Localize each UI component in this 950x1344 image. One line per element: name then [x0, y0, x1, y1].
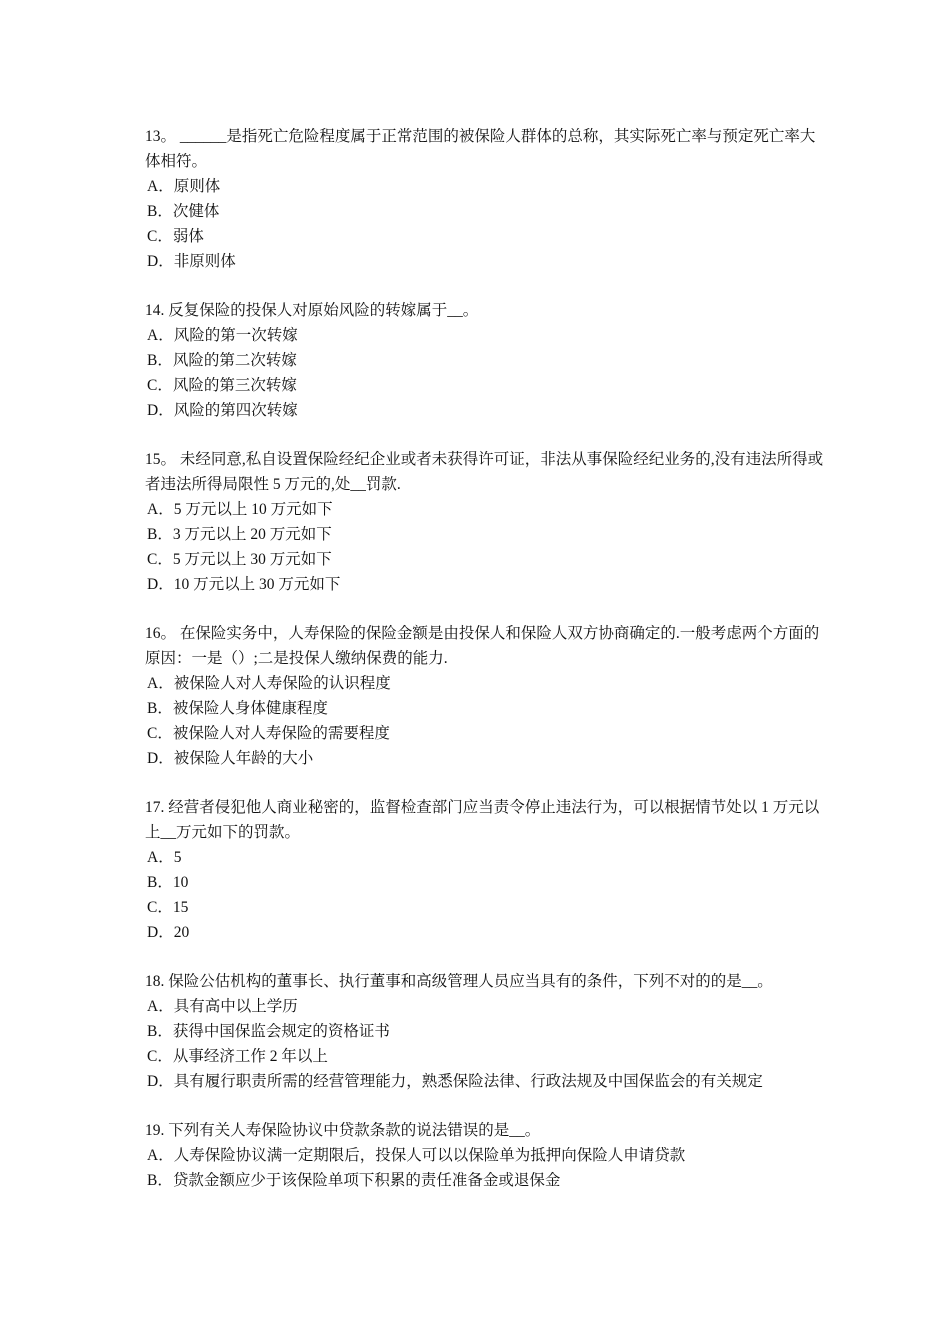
option-a: A．具有高中以上学历 [147, 998, 298, 1015]
question-stem: 19. 下列有关人寿保险协议中贷款条款的说法错误的是__。 [145, 1122, 541, 1139]
question-19 [145, 1118, 825, 1193]
option-a: A．被保险人对人寿保险的认识程度 [147, 675, 391, 692]
option-d: D．10 万元以上 30 万元如下 [147, 576, 341, 593]
option-a: A．5 [147, 849, 182, 866]
question-17 [145, 795, 825, 945]
option-c: C．5 万元以上 30 万元如下 [147, 551, 332, 568]
question-stem: 18. 保险公估机构的董事长、执行董事和高级管理人员应当具有的条件，下列不对的的是__。 [145, 973, 773, 990]
option-d: D．20 [147, 924, 190, 941]
option-b: B．10 [147, 874, 189, 891]
option-b: B．被保险人身体健康程度 [147, 700, 328, 717]
option-c: C．被保险人对人寿保险的需要程度 [147, 725, 390, 742]
option-d: D．风险的第四次转嫁 [147, 402, 298, 419]
option-a: A．原则体 [147, 178, 221, 195]
option-b: B．获得中国保监会规定的资格证书 [147, 1023, 390, 1040]
question-stem: 13。 ______是指死亡危险程度属于正常范围的被保险人群体的总称，其实际死亡率与预定死亡率大体相符。 [145, 128, 816, 170]
option-d: D．被保险人年龄的大小 [147, 750, 314, 767]
question-16 [145, 621, 825, 771]
option-b: B．3 万元以上 20 万元如下 [147, 526, 332, 543]
option-a: A．5 万元以上 10 万元如下 [147, 501, 333, 518]
option-d: D．非原则体 [147, 253, 236, 270]
question-14 [145, 298, 825, 423]
question-15 [145, 447, 825, 597]
document-page [145, 124, 825, 1217]
question-18 [145, 969, 825, 1094]
option-c: C．风险的第三次转嫁 [147, 377, 297, 394]
question-stem: 15。 未经同意,私自设置保险经纪企业或者未获得许可证，非法从事保险经纪业务的,没有违法所得或者违法所得局限性 5 万元的,处__罚款. [145, 451, 824, 493]
question-stem: 14. 反复保险的投保人对原始风险的转嫁属于__。 [145, 302, 479, 319]
option-b: B．次健体 [147, 203, 220, 220]
option-c: C．15 [147, 899, 189, 916]
option-b: B．贷款金额应少于该保险单项下积累的责任准备金或退保金 [147, 1172, 561, 1189]
option-b: B．风险的第二次转嫁 [147, 352, 297, 369]
option-a: A．风险的第一次转嫁 [147, 327, 298, 344]
option-a: A．人寿保险协议满一定期限后，投保人可以以保险单为抵押向保险人申请贷款 [147, 1147, 686, 1164]
option-d: D．具有履行职责所需的经营管理能力，熟悉保险法律、行政法规及中国保监会的有关规定 [147, 1073, 763, 1090]
option-c: C．弱体 [147, 228, 204, 245]
question-13 [145, 124, 825, 274]
question-stem: 17. 经营者侵犯他人商业秘密的，监督检查部门应当责令停止违法行为，可以根据情节处以 1 万元以上__万元如下的罚款。 [145, 799, 820, 841]
option-c: C．从事经济工作 2 年以上 [147, 1048, 328, 1065]
question-stem: 16。 在保险实务中，人寿保险的保险金额是由投保人和保险人双方协商确定的.一般考虑两个方面的原因：一是（）;二是投保人缴纳保费的能力. [145, 625, 820, 667]
